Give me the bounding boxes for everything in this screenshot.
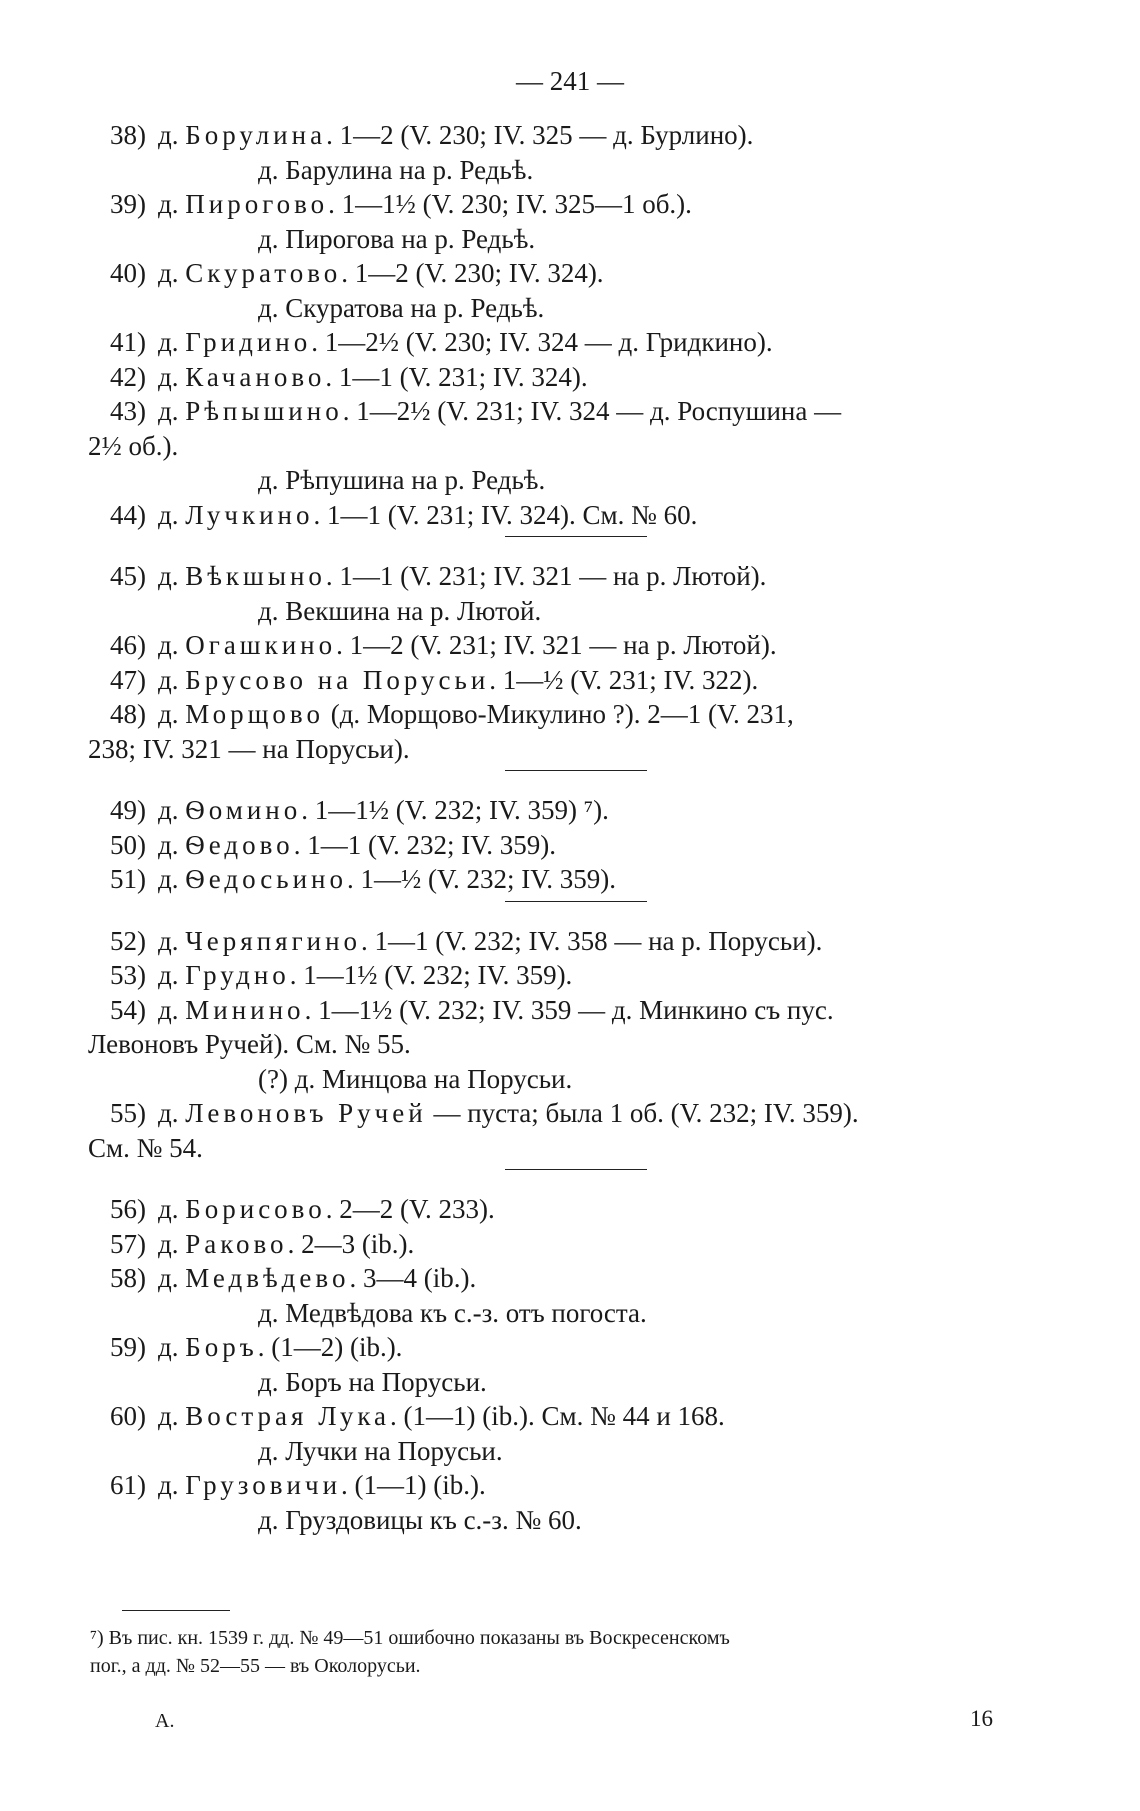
entry-prefix: д. bbox=[158, 699, 186, 729]
entry-note-line: д. Векшина на р. Лютой. bbox=[258, 595, 542, 626]
entry-number: 57) bbox=[110, 1228, 146, 1259]
entry-details: . 1—1½ (V. 232; IV. 359). bbox=[289, 960, 573, 990]
entry-prefix: д. bbox=[158, 1332, 186, 1362]
entry-details: . 1—2½ (V. 230; IV. 324 — д. Гридкино). bbox=[311, 327, 773, 357]
entry-number: 43) bbox=[110, 396, 146, 426]
village-name: Борулина bbox=[185, 120, 327, 150]
village-name: Ѳедосьино bbox=[185, 864, 347, 894]
village-name: Гридино bbox=[185, 327, 312, 357]
entry-prefix: д. bbox=[158, 1401, 186, 1431]
village-name: Боръ bbox=[185, 1332, 258, 1362]
continuation-line: 238; IV. 321 — на Порусьи). bbox=[88, 733, 410, 764]
entry-line bbox=[88, 498, 697, 532]
entry-line bbox=[88, 697, 794, 731]
entry-prefix: д. bbox=[158, 864, 186, 894]
entry-prefix: д. bbox=[158, 258, 186, 288]
section-divider bbox=[505, 536, 647, 537]
section-divider bbox=[505, 901, 647, 902]
entry-prefix: д. bbox=[158, 327, 186, 357]
entry-number: 58) bbox=[110, 1263, 146, 1293]
entry-note-line: д. Медвѣдова къ с.-з. отъ погоста. bbox=[258, 1297, 647, 1328]
footnote-line-2: пог., а дд. № 52—55 — въ Околорусьи. bbox=[90, 1655, 421, 1677]
entry-number: 55) bbox=[110, 1098, 146, 1128]
entry-line bbox=[88, 1096, 859, 1130]
continuation-line: 2½ об.). bbox=[88, 430, 179, 461]
entry-number: 39) bbox=[110, 189, 146, 219]
entry-line bbox=[88, 958, 572, 992]
entry-prefix: д. bbox=[158, 396, 186, 426]
village-name: Минино bbox=[185, 994, 305, 1025]
page-number: — 241 — bbox=[516, 66, 624, 96]
signature-mark: А. bbox=[155, 1710, 175, 1732]
entry-details: — пуста; была 1 об. (V. 232; IV. 359). bbox=[426, 1098, 859, 1128]
entry-line bbox=[88, 663, 758, 697]
entry-note-line: д. Пирогова на р. Редьѣ. bbox=[258, 223, 536, 254]
entry-number: 38) bbox=[110, 120, 146, 150]
entry-number: 51) bbox=[110, 864, 146, 894]
village-name: Скуратово bbox=[185, 258, 342, 288]
entry-note-line: д. Лучки на Порусьи. bbox=[258, 1435, 503, 1466]
entry-number: 47) bbox=[110, 664, 146, 695]
entry-line bbox=[88, 828, 556, 862]
entry-details: . 1—1 (V. 231; IV. 321 — на р. Лютой). bbox=[325, 561, 767, 591]
entry-details: . (1—1) (ib.). bbox=[341, 1470, 486, 1500]
entry-line bbox=[88, 993, 834, 1027]
entry-prefix: д. bbox=[158, 664, 186, 695]
entry-details: . 1—½ (V. 231; IV. 322). bbox=[489, 664, 759, 695]
entry-number: 46) bbox=[110, 630, 146, 660]
entry-prefix: д. bbox=[158, 630, 186, 660]
village-name: Брусово на Порусьи bbox=[185, 664, 490, 695]
entry-number: 50) bbox=[110, 829, 146, 860]
entry-details: . 1—1 (V. 232; IV. 358 — на р. Порусьи). bbox=[361, 925, 823, 956]
entry-line bbox=[88, 1261, 476, 1295]
entry-details: . 1—2 (V. 230; IV. 324). bbox=[341, 258, 604, 288]
entry-number: 49) bbox=[110, 795, 146, 825]
entry-line bbox=[88, 924, 822, 958]
entry-number: 53) bbox=[110, 960, 146, 990]
village-name: Лучкино bbox=[185, 499, 314, 530]
entry-note-line: (?) д. Минцова на Порусьи. bbox=[258, 1063, 573, 1094]
entry-note-line: д. Скуратова на р. Редьѣ. bbox=[258, 292, 545, 323]
entry-note-line: д. Боръ на Порусьи. bbox=[258, 1366, 487, 1397]
entry-line bbox=[88, 862, 616, 896]
entry-prefix: д. bbox=[158, 189, 186, 219]
entry-number: 41) bbox=[110, 327, 146, 357]
entry-line bbox=[88, 187, 692, 221]
village-name: Пирогово bbox=[185, 189, 329, 219]
entry-details: (д. Морщово-Микулино ?). 2—1 (V. 231, bbox=[323, 699, 794, 729]
entry-note-line: д. Барулина на р. Редьѣ. bbox=[258, 154, 534, 185]
entry-line bbox=[88, 118, 753, 152]
entry-number: 52) bbox=[110, 925, 146, 956]
entry-line bbox=[88, 559, 766, 593]
entry-prefix: д. bbox=[158, 925, 186, 956]
village-name: Медвѣдево bbox=[185, 1263, 350, 1293]
entry-line bbox=[88, 793, 609, 827]
entry-line bbox=[88, 360, 588, 394]
entry-prefix: д. bbox=[158, 1098, 186, 1128]
entry-details: . 2—3 (ib.). bbox=[287, 1228, 415, 1259]
village-name: Вѣкшыно bbox=[185, 561, 326, 591]
entry-number: 40) bbox=[110, 258, 146, 288]
entry-details: . 2—2 (V. 233). bbox=[325, 1194, 495, 1224]
entry-prefix: д. bbox=[158, 1263, 186, 1293]
entry-prefix: д. bbox=[158, 120, 186, 150]
entry-prefix: д. bbox=[158, 561, 186, 591]
entry-details: . 1—2 (V. 230; IV. 325 — д. Бурлино). bbox=[326, 120, 754, 150]
village-name: Вострая Лука bbox=[185, 1401, 391, 1431]
village-name: Огашкино bbox=[185, 630, 337, 660]
entry-prefix: д. bbox=[158, 1228, 186, 1259]
entry-note-line: д. Рѣпушина на р. Редьѣ. bbox=[258, 465, 546, 495]
entry-prefix: д. bbox=[158, 960, 186, 990]
village-name: Грузовичи bbox=[185, 1470, 342, 1500]
village-name: Морщово bbox=[185, 699, 324, 729]
entry-prefix: д. bbox=[158, 994, 186, 1025]
entry-line bbox=[88, 1227, 414, 1261]
village-name: Борисово bbox=[185, 1194, 326, 1224]
entry-line bbox=[88, 628, 777, 662]
entry-number: 48) bbox=[110, 699, 146, 729]
entry-details: . 1—1 (V. 231; IV. 324). См. № 60. bbox=[313, 499, 698, 530]
village-name: Левоновъ Ручей bbox=[185, 1098, 427, 1128]
entry-details: . 1—1 (V. 231; IV. 324). bbox=[325, 361, 588, 392]
entry-prefix: д. bbox=[158, 829, 186, 860]
entry-note-line: д. Груздовицы къ с.-з. № 60. bbox=[258, 1504, 582, 1535]
entry-number: 44) bbox=[110, 499, 146, 530]
village-name: Грудно bbox=[185, 960, 290, 990]
entry-details: . 1—1½ (V. 232; IV. 359) ⁷). bbox=[301, 795, 609, 825]
entry-number: 61) bbox=[110, 1470, 146, 1500]
entry-details: . (1—1) (ib.). См. № 44 и 168. bbox=[390, 1401, 725, 1431]
village-name: Черяпягино bbox=[185, 925, 362, 956]
entry-details: . 1—½ (V. 232; IV. 359). bbox=[346, 864, 616, 894]
village-name: Качаново bbox=[185, 361, 326, 392]
footnote-line-1: ⁷) Въ пис. кн. 1539 г. дд. № 49—51 ошибочно показаны въ Воскресенскомъ bbox=[90, 1627, 730, 1649]
entry-line bbox=[88, 1468, 486, 1502]
continuation-line: Левоновъ Ручей). См. № 55. bbox=[88, 1029, 411, 1059]
footnote-separator bbox=[122, 1610, 230, 1611]
entry-details: . 1—2 (V. 231; IV. 321 — на р. Лютой). bbox=[336, 630, 777, 660]
village-name: Ѳедово bbox=[185, 829, 294, 860]
entry-number: 59) bbox=[110, 1332, 146, 1362]
entry-line bbox=[88, 1192, 495, 1226]
entry-line bbox=[88, 394, 841, 428]
entry-number: 54) bbox=[110, 994, 146, 1025]
entry-line bbox=[88, 1399, 725, 1433]
entry-prefix: д. bbox=[158, 795, 186, 825]
entry-details: . 1—1½ (V. 230; IV. 325—1 об.). bbox=[328, 189, 692, 219]
section-divider bbox=[505, 770, 647, 771]
entry-prefix: д. bbox=[158, 361, 186, 392]
entry-number: 45) bbox=[110, 561, 146, 591]
entry-line bbox=[88, 325, 773, 359]
section-divider bbox=[505, 1169, 647, 1170]
entry-prefix: д. bbox=[158, 1470, 186, 1500]
entry-details: . 1—1½ (V. 232; IV. 359 — д. Минкино съ пус. bbox=[304, 994, 834, 1025]
village-name: Рѣпышино bbox=[185, 396, 343, 426]
entry-details: . 1—1 (V. 232; IV. 359). bbox=[293, 829, 556, 860]
entry-number: 60) bbox=[110, 1401, 146, 1431]
entry-details: . 1—2½ (V. 231; IV. 324 — д. Роспушина — bbox=[342, 396, 842, 426]
continuation-line: См. № 54. bbox=[88, 1132, 203, 1163]
entry-details: . 3—4 (ib.). bbox=[349, 1263, 477, 1293]
entry-prefix: д. bbox=[158, 499, 186, 530]
entry-line bbox=[88, 256, 604, 290]
village-name: Ѳомино bbox=[185, 795, 302, 825]
entry-number: 42) bbox=[110, 361, 146, 392]
entry-prefix: д. bbox=[158, 1194, 186, 1224]
sheet-number: 16 bbox=[970, 1706, 993, 1731]
entry-details: . (1—2) (ib.). bbox=[257, 1332, 403, 1362]
village-name: Раково bbox=[185, 1228, 288, 1259]
entry-line bbox=[88, 1330, 402, 1364]
entry-number: 56) bbox=[110, 1194, 146, 1224]
